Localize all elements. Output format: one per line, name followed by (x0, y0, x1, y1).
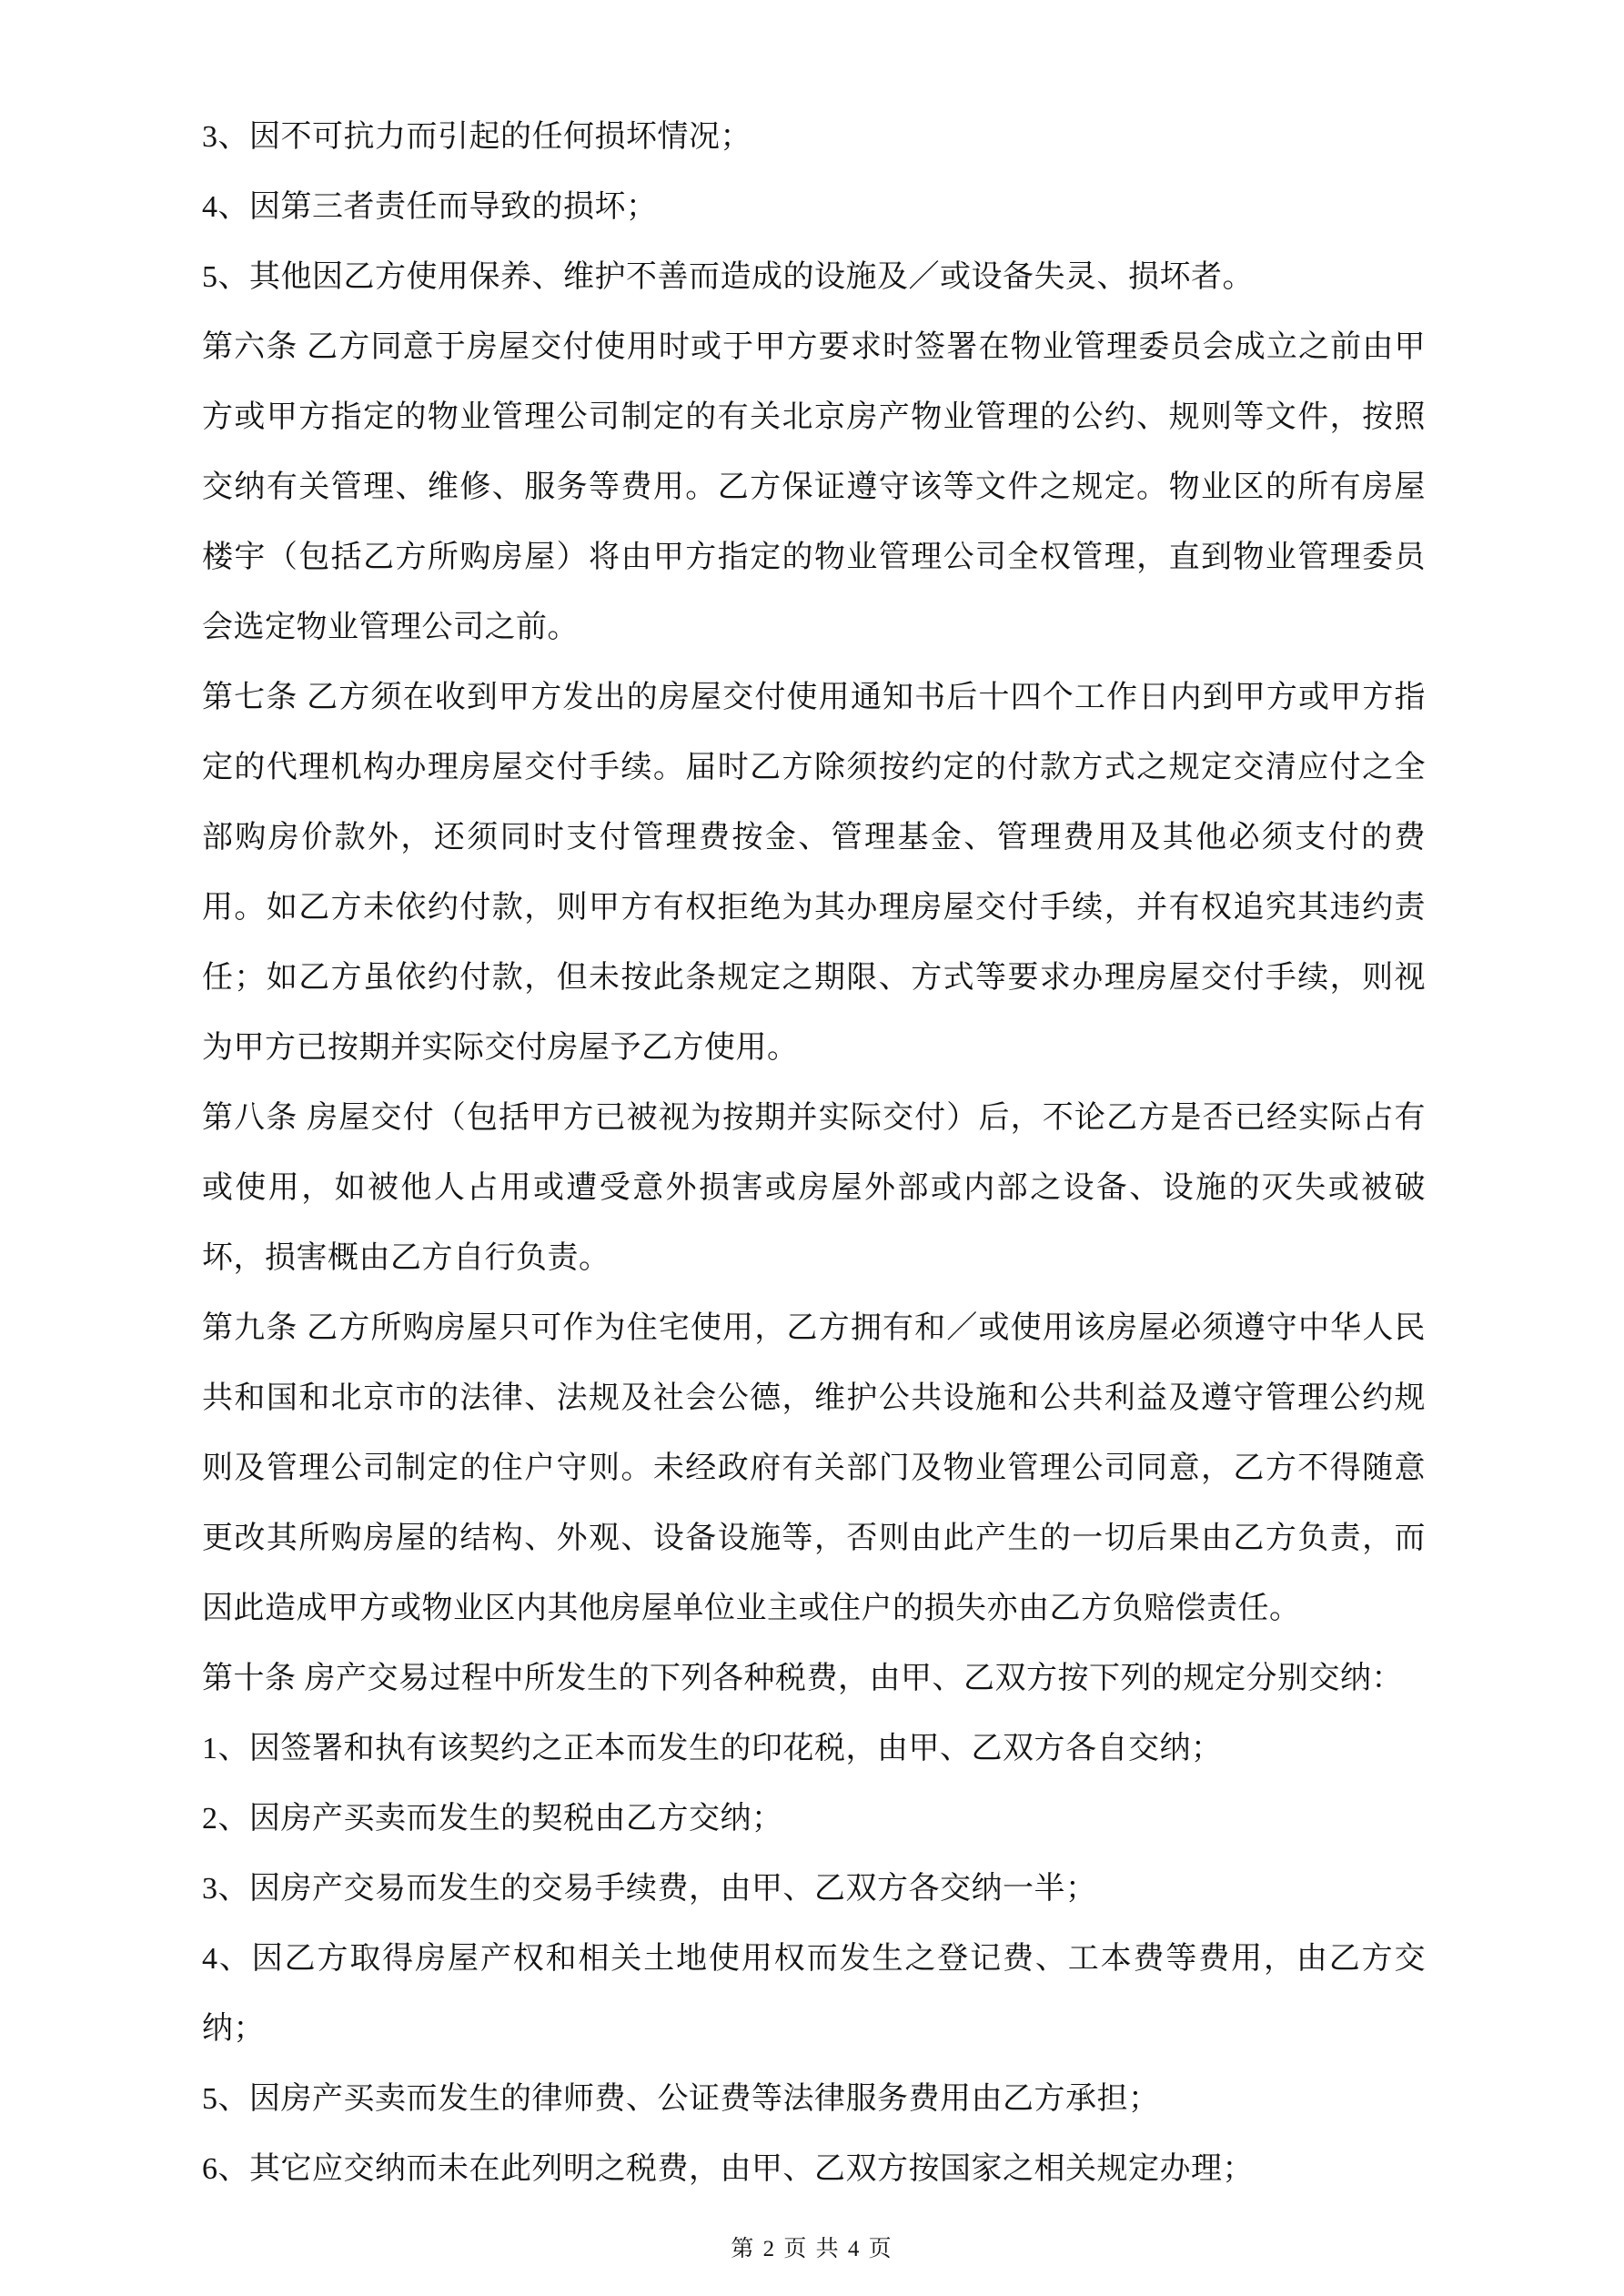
clause-tax-item-5: 5、因房产买卖而发生的律师费、公证费等法律服务费用由乙方承担； (202, 2082, 1160, 2116)
document-body (202, 102, 1426, 2204)
clause-tax-item-6: 6、其它应交纳而未在此列明之税费，由甲、乙双方按国家之相关规定办理； (202, 2152, 1254, 2186)
page-number: 第 2 页 共 4 页 (731, 2237, 893, 2261)
clause-article-6: 第六条 乙方同意于房屋交付使用时或于甲方要求时签署在物业管理委员会成立之前由甲方或甲方指定的物业管理公司制定的有关北京房产物业管理的公约、规则等文件，按照交纳有关管理、维修、服务等费用。乙方保证遵守该等文件之规定。物业区的所有房屋楼宇（包括乙方所购房屋）将由甲方指定的物业管理公司全权管理，直到物业管理委员会选定物业管理公司之前。 (202, 330, 1426, 644)
clause-damage-item-5: 5、其他因乙方使用保养、维护不善而造成的设施及／或设备失灵、损坏者。 (202, 260, 1254, 294)
clause-article-7: 第七条 乙方须在收到甲方发出的房屋交付使用通知书后十四个工作日内到甲方或甲方指定的代理机构办理房屋交付手续。届时乙方除须按约定的付款方式之规定交清应付之全部购房价款外，还须同时支付管理费按金、管理基金、管理费用及其他必须支付的费用。如乙方未依约付款，则甲方有权拒绝为其办理房屋交付手续，并有权追究其违约责任；如乙方虽依约付款，但未按此条规定之期限、方式等要求办理房屋交付手续，则视为甲方已按期并实际交付房屋予乙方使用。 (202, 681, 1426, 1065)
clause-damage-item-3: 3、因不可抗力而引起的任何损坏情况； (202, 120, 751, 154)
clause-tax-item-2: 2、因房产买卖而发生的契税由乙方交纳； (202, 1802, 783, 1836)
clause-damage-item-4: 4、因第三者责任而导致的损坏； (202, 190, 658, 224)
clause-article-9: 第九条 乙方所购房屋只可作为住宅使用，乙方拥有和／或使用该房屋必须遵守中华人民共和国和北京市的法律、法规及社会公德，维护公共设施和公共利益及遵守管理公约规则及管理公司制定的住户守则。未经政府有关部门及物业管理公司同意，乙方不得随意更改其所购房屋的结构、外观、设备设施等，否则由此产生的一切后果由乙方负责，而因此造成甲方或物业区内其他房屋单位业主或住户的损失亦由乙方负赔偿责任。 (202, 1311, 1426, 1625)
clause-tax-item-1: 1、因签署和执有该契约之正本而发生的印花税，由甲、乙双方各自交纳； (202, 1732, 1223, 1765)
clause-article-10: 第十条 房产交易过程中所发生的下列各种税费，由甲、乙双方按下列的规定分别交纳： (202, 1662, 1403, 1695)
clause-tax-item-3: 3、因房产交易而发生的交易手续费，由甲、乙双方各交纳一半； (202, 1872, 1097, 1906)
clause-tax-item-4: 4、因乙方取得房屋产权和相关土地使用权而发生之登记费、工本费等费用，由乙方交纳； (202, 1942, 1426, 2046)
clause-article-8: 第八条 房屋交付（包括甲方已被视为按期并实际交付）后，不论乙方是否已经实际占有或使用，如被他人占用或遭受意外损害或房屋外部或内部之设备、设施的灭失或被破坏，损害概由乙方自行负责。 (202, 1101, 1426, 1275)
